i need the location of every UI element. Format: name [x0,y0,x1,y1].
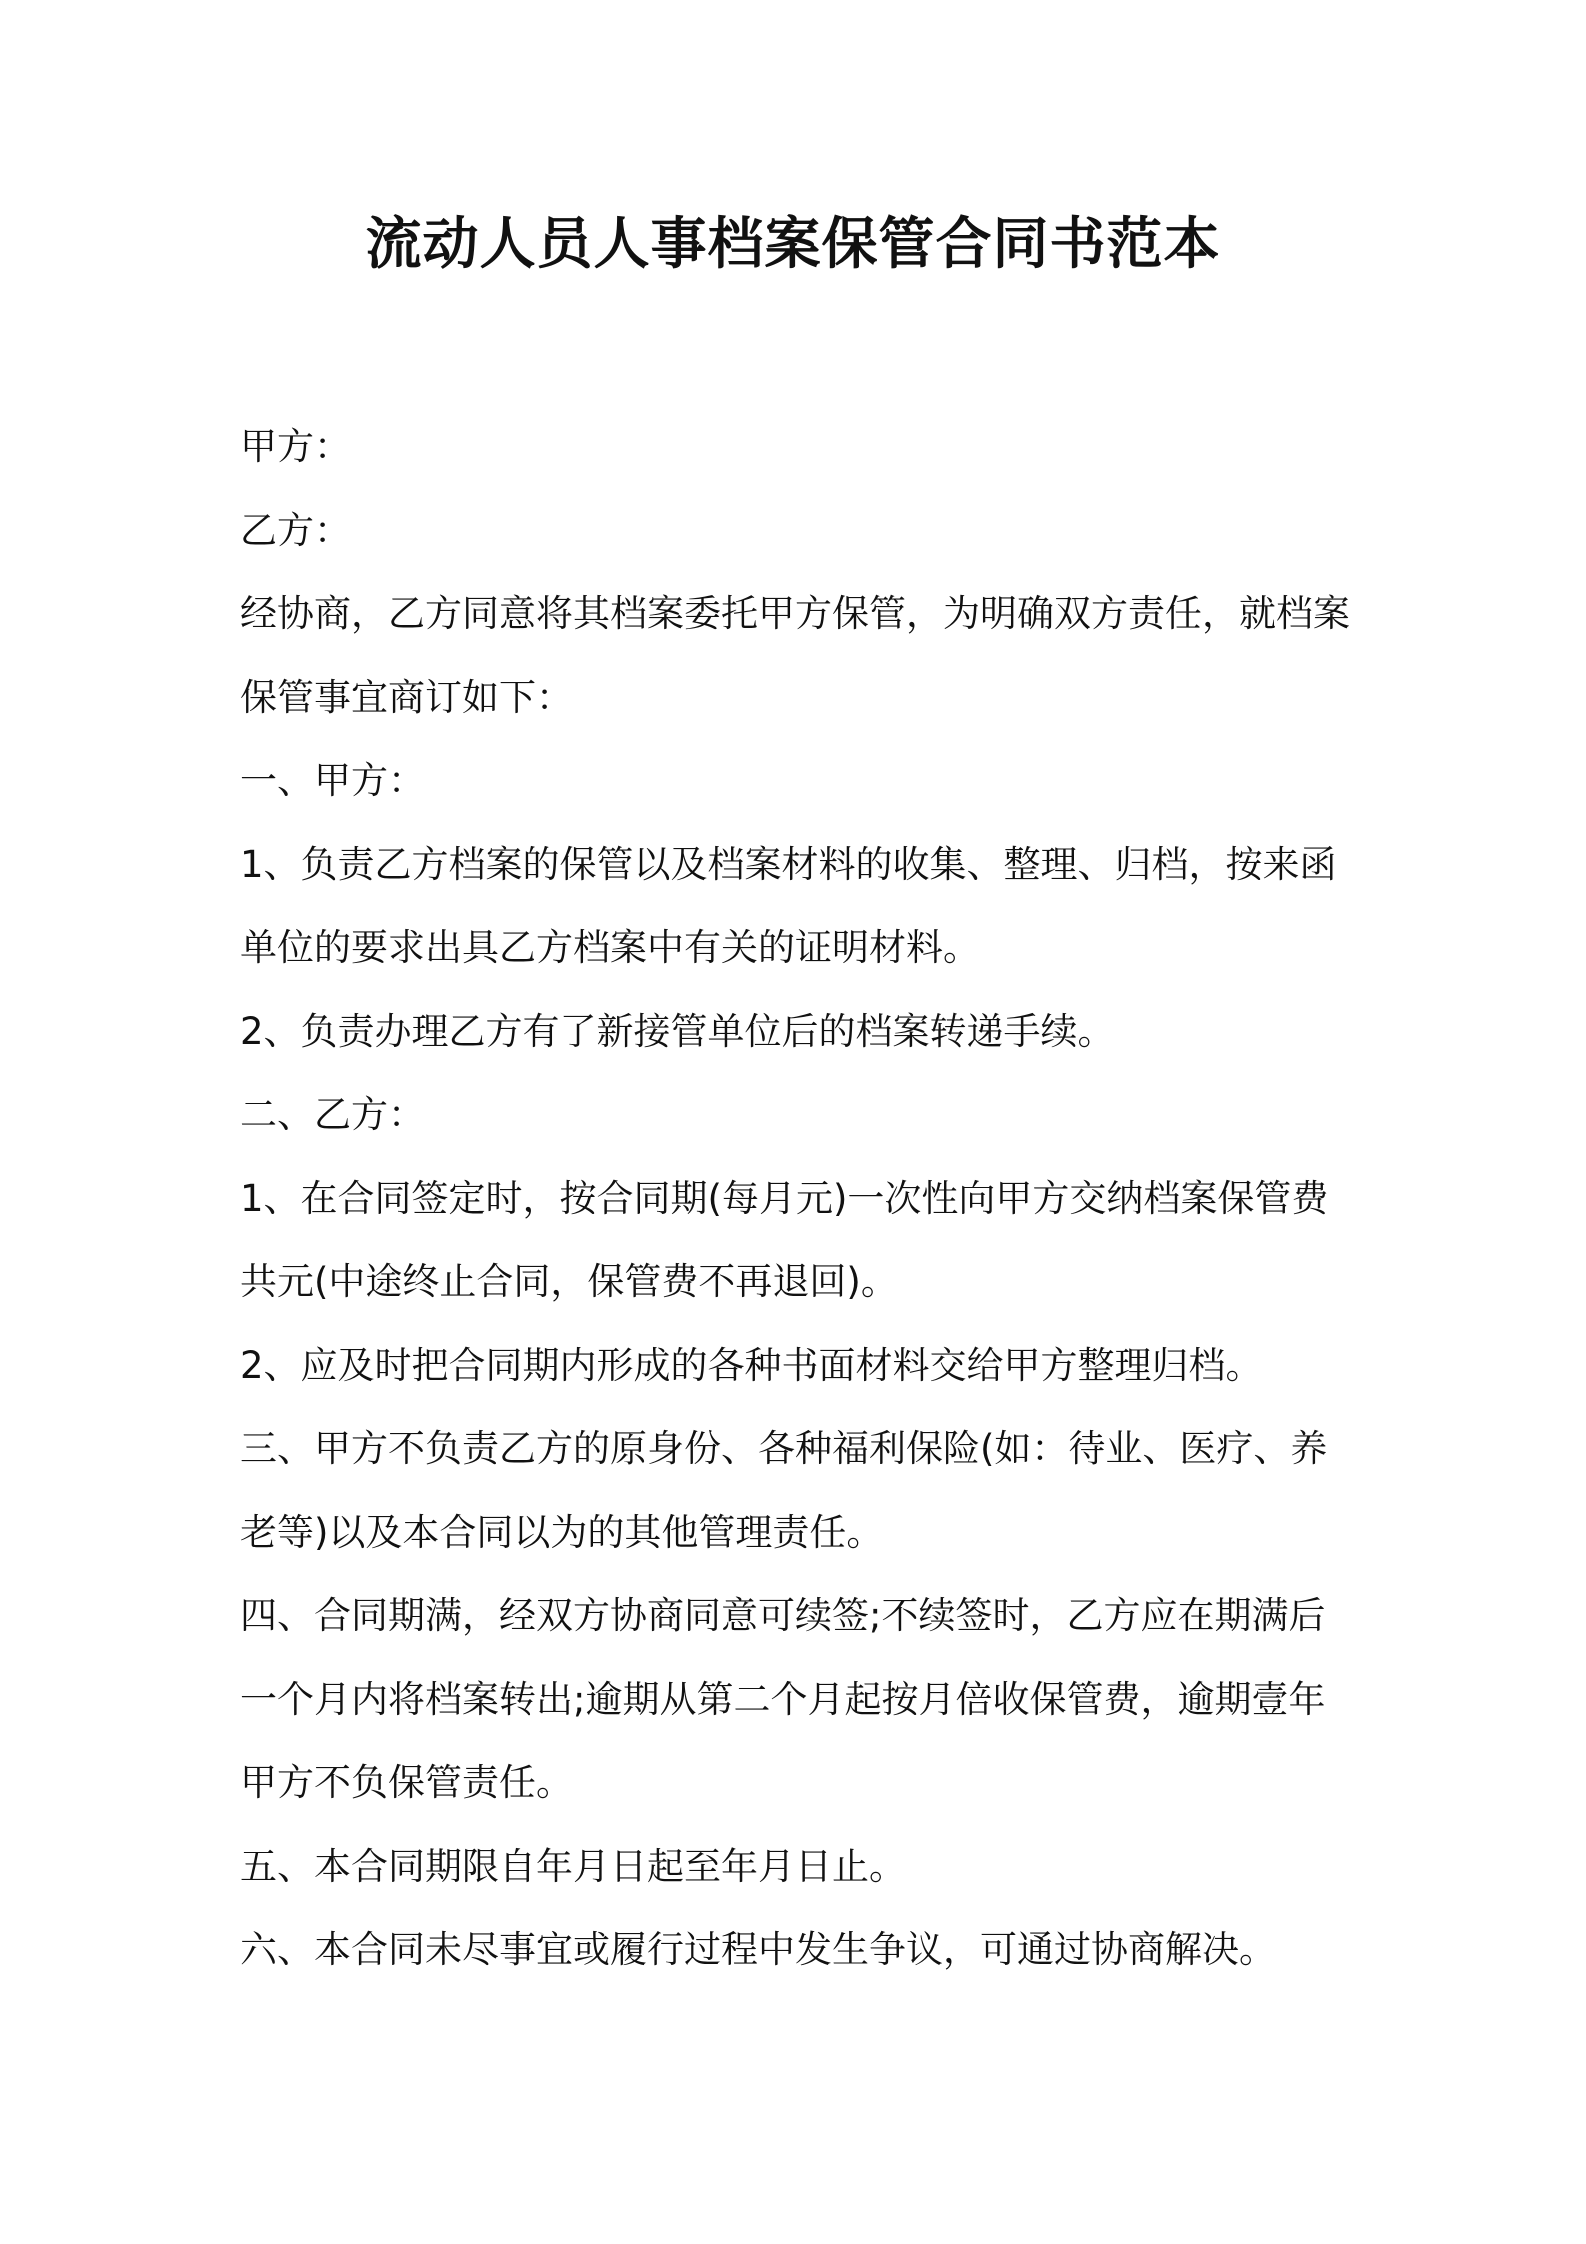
document-title: 流动人员人事档案保管合同书范本 [365,212,1221,277]
section-four-line: 一个月内将档案转出;逾期从第二个月起按月倍收保管费，逾期壹年 [240,1677,1326,1721]
section-six-line: 六、本合同未尽事宜或履行过程中发生争议，可通过协商解决。 [240,1928,1276,1971]
party-b-line: 乙方： [240,508,351,552]
section-five-line: 五、本合同期限自年月日起至年月日止。 [240,1844,906,1888]
document-body [240,405,1370,1992]
clause-line: 2、应及时把合同期内形成的各种书面材料交给甲方整理归档。 [240,1343,1263,1387]
clause-line: 1、在合同签定时，按合同期(每月元)一次性向甲方交纳档案保管费 [240,1176,1329,1220]
clause-line: 共元(中途终止合同，保管费不再退回)。 [240,1260,898,1303]
clause-line: 2、负责办理乙方有了新接管单位后的档案转递手续。 [240,1009,1115,1053]
clause-line: 1、负责乙方档案的保管以及档案材料的收集、整理、归档，按来函 [240,842,1337,886]
section-three-line: 老等)以及本合同以为的其他管理责任。 [240,1510,884,1554]
section-four-line: 甲方不负保管责任。 [240,1761,573,1804]
section-heading-party-a: 一、甲方： [240,759,425,802]
party-a-line: 甲方： [240,425,351,468]
section-four-line: 四、合同期满，经双方协商同意可续签;不续签时，乙方应在期满后 [240,1594,1326,1637]
preamble-line: 保管事宜商订如下： [240,675,573,719]
clause-line: 单位的要求出具乙方档案中有关的证明材料。 [240,926,980,969]
section-heading-party-b: 二、乙方： [240,1093,425,1136]
preamble-line: 经协商，乙方同意将其档案委托甲方保管，为明确双方责任，就档案 [240,592,1350,635]
section-three-line: 三、甲方不负责乙方的原身份、各种福利保险(如：待业、医疗、养 [240,1427,1328,1470]
